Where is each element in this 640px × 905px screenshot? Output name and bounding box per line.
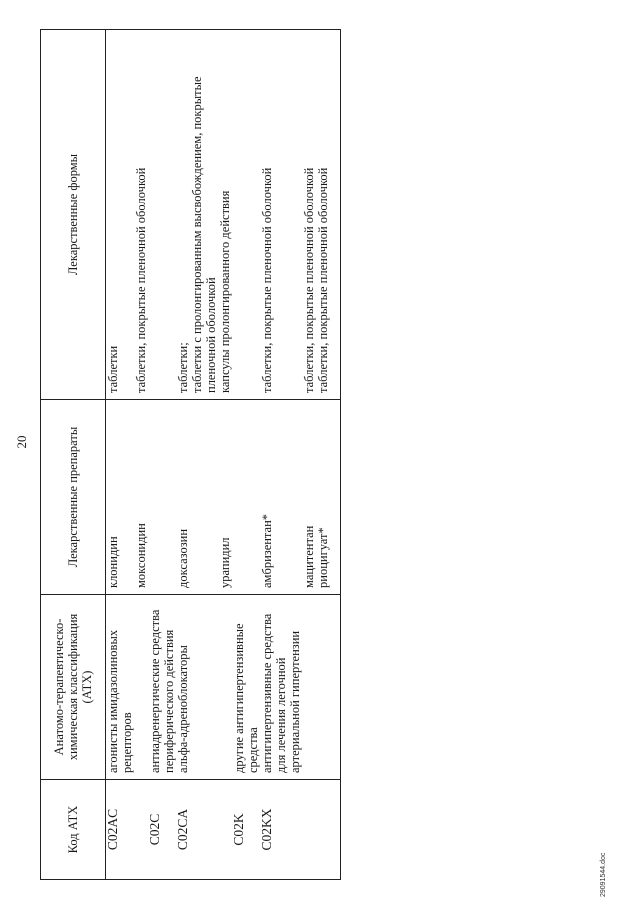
atx-classification <box>316 595 341 780</box>
drug-name: амбризентан* <box>260 400 302 595</box>
table-row <box>134 30 148 880</box>
drug-name <box>148 400 176 595</box>
atx-classification: агонисты имидазолиновых рецепторов <box>106 595 135 780</box>
atx-code <box>316 780 341 880</box>
atx-code: C02C <box>148 780 176 880</box>
atx-classification <box>134 595 148 780</box>
table-row <box>302 30 316 880</box>
atx-code <box>218 780 232 880</box>
dosage-form: таблетки, покрытые пленочной оболочкой <box>316 30 341 400</box>
table-row <box>260 30 302 880</box>
table-row <box>176 30 218 880</box>
atx-classification <box>302 595 316 780</box>
atx-code <box>302 780 316 880</box>
table-row <box>148 30 176 880</box>
drug-name: урапидил <box>218 400 232 595</box>
table-header-row <box>41 30 106 880</box>
atx-classification: альфа-адреноблокаторы <box>176 595 218 780</box>
footer-filename: 29091544.doc <box>600 852 607 897</box>
atx-code: C02CA <box>176 780 218 880</box>
drug-name: доксазозин <box>176 400 218 595</box>
drug-name: моксонидин <box>134 400 148 595</box>
dosage-form <box>148 30 176 400</box>
atx-table <box>40 29 341 880</box>
atx-classification <box>218 595 232 780</box>
drug-name: клонидин <box>106 400 135 595</box>
atx-classification: антигипертензивные средства для лечения легочной артериальной гипертензии <box>260 595 302 780</box>
header-forms: Лекарственные формы <box>41 30 106 400</box>
atx-code <box>134 780 148 880</box>
drug-name: мацитентан <box>302 400 316 595</box>
atx-classification: антиадренергические средства периферического действия <box>148 595 176 780</box>
table-row <box>106 30 135 880</box>
atx-code: C02KX <box>260 780 302 880</box>
dosage-form: капсулы пролонгированного действия <box>218 30 232 400</box>
dosage-form: таблетки, покрытые пленочной оболочкой <box>260 30 302 400</box>
dosage-form: таблетки; таблетки с пролонгированным высвобождением, покрытые пленочной оболочкой <box>176 30 218 400</box>
table-row <box>218 30 232 880</box>
table-row <box>316 30 341 880</box>
header-classification: Анатомо-терапевтическо-химическая классификация (АТХ) <box>41 595 106 780</box>
atx-code: C02K <box>232 780 260 880</box>
header-drugs: Лекарственные препараты <box>41 400 106 595</box>
dosage-form: таблетки, покрытые пленочной оболочкой <box>134 30 148 400</box>
atx-code: C02AC <box>106 780 135 880</box>
table-row <box>232 30 260 880</box>
drug-name <box>232 400 260 595</box>
dosage-form: таблетки <box>106 30 135 400</box>
atx-classification: другие антигипертензивные средства <box>232 595 260 780</box>
page-number: 20 <box>14 435 29 449</box>
dosage-form: таблетки, покрытые пленочной оболочкой <box>302 30 316 400</box>
header-code: Код АТХ <box>41 780 106 880</box>
drug-name: риоцигуат* <box>316 400 341 595</box>
dosage-form <box>232 30 260 400</box>
